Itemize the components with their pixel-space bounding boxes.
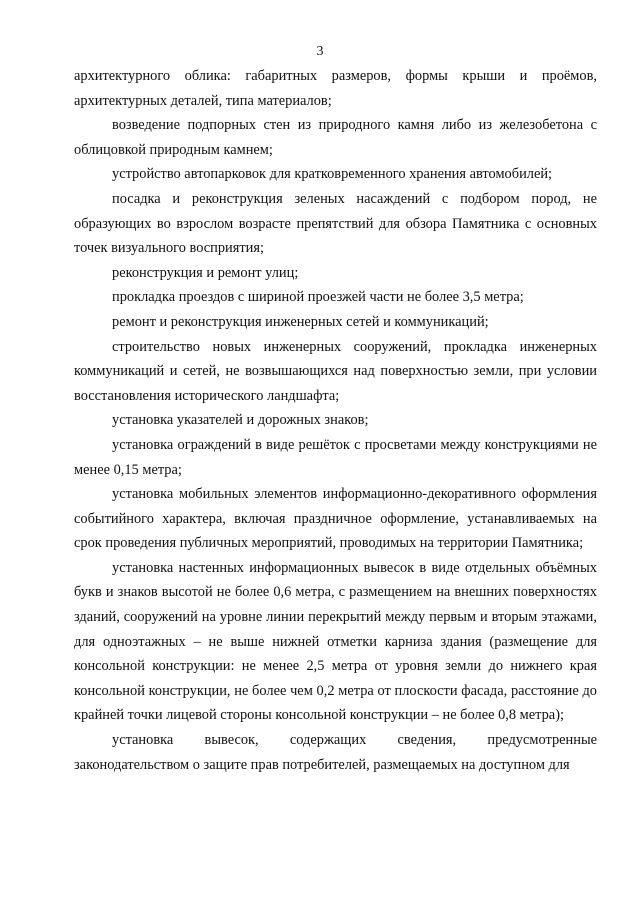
document-body [74, 64, 597, 777]
page-number: 3 [316, 44, 324, 59]
paragraph-consumer-info-signboards: установка вывесок, содержащих сведения, предусмотренные законодательством о защите прав потребителей, размещаемых на доступном для [74, 732, 597, 773]
paragraph-road-signs: установка указателей и дорожных знаков; [112, 412, 369, 429]
paragraph-street-repair: реконструкция и ремонт улиц; [112, 264, 299, 281]
paragraph-retaining-walls: возведение подпорных стен из природного камня либо из железобетона с облицовкой природным камнем; [74, 117, 597, 158]
paragraph-driveways: прокладка проездов с шириной проезжей части не более 3,5 метра; [112, 289, 524, 306]
paragraph-mobile-decorative-elements: установка мобильных элементов информационно-декоративного оформления событийного характера, включая праздничное оформление, устанавливаемых на срок проведения публичных мероприятий, проводимых на территории Памятника; [74, 486, 597, 552]
paragraph-green-plantings: посадка и реконструкция зеленых насаждений с подбором пород, не образующих во взрослом возрасте препятствий для обзора Памятника с основных точек визуального восприятия; [74, 190, 597, 257]
paragraph-architectural-appearance: архитектурного облика: габаритных размеров, формы крыши и проёмов, архитектурных деталей, типа материалов; [74, 68, 597, 109]
paragraph-fences: установка ограждений в виде решёток с просветами между конструкциями не менее 0,15 метра; [74, 436, 597, 478]
paragraph-new-engineering-structures: строительство новых инженерных сооружений, прокладка инженерных коммуникаций и сетей, не возвышающихся над поверхностью земли, при условии восстановления исторического ландшафта; [74, 338, 597, 404]
paragraph-utility-networks: ремонт и реконструкция инженерных сетей и коммуникаций; [112, 313, 489, 330]
paragraph-parking: устройство автопарковок для кратковременного хранения автомобилей; [112, 166, 553, 183]
paragraph-wall-signboards: установка настенных информационных вывесок в виде отдельных объёмных букв и знаков высотой не более 0,6 метра, с размещением на внешних поверхностях зданий, сооружений на уровне линии перекрытий между первым и вторым этажами, для одноэтажных – не выше нижней отметки карниза здания (размещение для консольной конструкции: не менее 2,5 метра от уровня земли до нижнего края консольной конструкции, не более чем 0,2 метра от плоскости фасада, расстояние до крайней точки лицевой стороны консольной конструкции – не более 0,8 метра); [74, 559, 597, 724]
